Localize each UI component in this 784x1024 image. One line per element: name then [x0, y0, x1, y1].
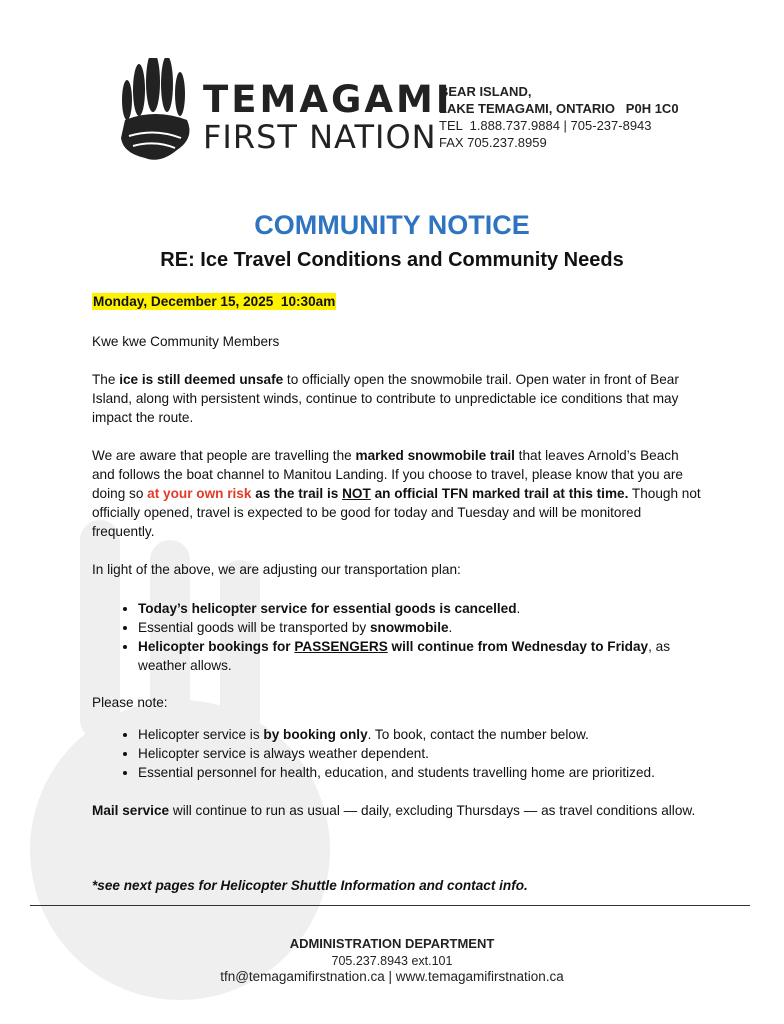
text-bold: ice is still deemed unsafe [119, 372, 284, 387]
greeting: Kwe kwe Community Members [92, 334, 280, 349]
list-item [138, 763, 704, 782]
text-bold-underline: PASSENGERS [294, 639, 388, 654]
text-bold: snowmobile [369, 620, 449, 635]
list-item [138, 618, 704, 637]
text-bold: marked snowmobile trail [355, 448, 515, 463]
address-line-1: BEAR ISLAND, [439, 84, 532, 99]
text-bold: Helicopter bookings for [138, 639, 295, 654]
date-line [92, 292, 704, 311]
text-bold: Mail service [92, 803, 170, 818]
text: Helicopter service is [138, 727, 264, 742]
temagami-logo-icon [115, 58, 195, 164]
text: that leaves Arnold’s Beach and follows the boat channel to Manitou Landing. If you choose to travel, please know that you are doing so [92, 448, 683, 501]
list-item [138, 744, 704, 763]
own-risk-warning: at your own risk [147, 486, 252, 501]
text-bold: as the trail is [251, 486, 343, 501]
text: . [448, 620, 453, 635]
footer-department: ADMINISTRATION DEPARTMENT [289, 936, 495, 951]
text: Helicopter service is always weather dependent. [138, 746, 429, 761]
paragraph-trail [92, 446, 704, 541]
text: The [92, 372, 120, 387]
text: Though not officially opened, travel is expected to be good for today and Tuesday and will be monitored frequently. [92, 486, 701, 539]
date-highlight: Monday, December 15, 2025 10:30am [93, 294, 336, 309]
please-note-label: Please note: [92, 695, 168, 710]
paragraph-transport-plan: In light of the above, we are adjusting our transportation plan: [92, 562, 461, 577]
page-title: COMMUNITY NOTICE [254, 210, 530, 240]
paragraph-ice-unsafe [92, 370, 704, 427]
page-subtitle: RE: Ice Travel Conditions and Community Needs [160, 249, 624, 271]
text: will continue to run as usual — daily, excluding Thursdays — as travel conditions allow. [169, 803, 696, 818]
note-bullets [92, 725, 704, 782]
text-bold: will continue from Wednesday to Friday [387, 639, 649, 654]
paragraph-mail-service [92, 801, 704, 820]
text-bold: by booking only [263, 727, 368, 742]
text: . To book, contact the number below. [367, 727, 589, 742]
text-bold: Today’s helicopter service for essential goods is cancelled [138, 601, 517, 616]
transport-bullets [92, 599, 704, 675]
telephone: TEL 1.888.737.9884 | 705-237-8943 [439, 118, 652, 133]
footer-contact: tfn@temagamifirstnation.ca | www.temagamifirstnation.ca [220, 969, 564, 984]
see-next-pages-note: *see next pages for Helicopter Shuttle Information and contact info. [92, 878, 528, 893]
brand-subname: FIRST NATION [203, 118, 437, 156]
text: . [516, 601, 521, 616]
footer-phone: 705.237.8943 ext.101 [331, 954, 453, 968]
list-item [138, 637, 704, 675]
fax: FAX 705.237.8959 [439, 135, 547, 150]
text: We are aware that people are travelling the [92, 448, 356, 463]
text: , as weather allows. [138, 639, 671, 673]
address-block [439, 83, 679, 151]
text-bold-underline: NOT [342, 486, 371, 501]
text: Essential goods will be transported by [138, 620, 370, 635]
list-item [138, 725, 704, 744]
footer-divider [30, 905, 750, 906]
brand-name: TEMAGAMI [203, 78, 453, 121]
text: to officially open the snowmobile trail. Open water in front of Bear Island, along with persistent winds, continue to contribute to unpredictable ice conditions that may impact the route. [92, 372, 679, 425]
address-line-2: LAKE TEMAGAMI, ONTARIO P0H 1C0 [439, 101, 679, 116]
text: Essential personnel for health, education, and students travelling home are prioritized. [138, 765, 655, 780]
list-item [138, 599, 704, 618]
text-bold: an official TFN marked trail at this time. [370, 486, 629, 501]
